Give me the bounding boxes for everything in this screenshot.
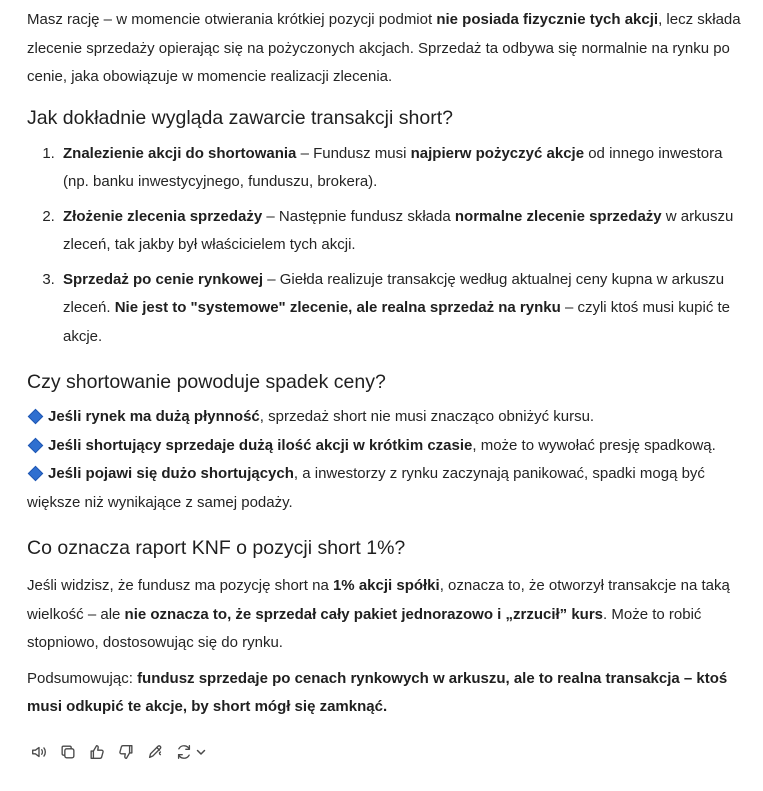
- intro-text-2: , lecz składa zlecenie sprzedaży opierając się na pożyczonych akcjach. Sprzedaż ta odbywa się normalnie na rynku po cenie, jaka obowiązuje w momencie realizacji zlecenia.: [27, 11, 741, 85]
- blue-diamond-icon: [28, 409, 44, 425]
- list-item: [27, 432, 745, 461]
- knf-bold: nie oznacza to, że sprzedał cały pakiet jednorazowo i „zrzucił” kurs: [124, 605, 604, 623]
- edit-icon[interactable]: [145, 742, 165, 762]
- bullet-text: , może to wywołać presję spadkową.: [472, 436, 716, 454]
- step-title: Znalezienie akcji do shortowania: [63, 144, 297, 162]
- summary-text: Podsumowując:: [27, 669, 138, 687]
- knf-bold: 1% akcji spółki: [332, 577, 440, 594]
- step-item-1: [59, 140, 745, 197]
- step-text: – Fundusz musi: [296, 144, 411, 162]
- step-text: – Giełda realizuje transakcję według aktualnej ceny kupna w arkuszu zleceń.: [63, 270, 725, 316]
- section2-heading: Czy shortowanie powoduje spadek ceny?: [27, 371, 386, 393]
- bullet-bold: Jeśli pojawi się dużo shortujących: [48, 465, 294, 482]
- chevron-down-icon[interactable]: [195, 742, 207, 762]
- list-item: [27, 460, 745, 517]
- step-text: w arkuszu zleceń, tak jakby był właścicielem tych akcji.: [63, 207, 734, 253]
- bullet-bold: Jeśli shortujący sprzedaje dużą ilość akcji w krótkim czasie: [48, 436, 473, 454]
- bullet-bold: Jeśli rynek ma dużą płynność: [48, 408, 260, 425]
- summary-paragraph: [27, 665, 745, 722]
- step-item-2: [59, 203, 745, 260]
- message-actions-toolbar: [29, 742, 745, 762]
- read-aloud-icon[interactable]: [29, 742, 49, 762]
- knf-text: . Może to robić stopniowo, dostosowując się do rynku.: [27, 605, 702, 651]
- section1-heading: Jak dokładnie wygląda zawarcie transakcji short?: [27, 106, 453, 129]
- step-text: – Następnie fundusz składa: [262, 207, 455, 225]
- bullet-text: , a inwestorzy z rynku zaczynają panikować, spadki mogą być większe niż wynikające z samej podaży.: [27, 465, 705, 511]
- regenerate-icon[interactable]: [174, 742, 194, 762]
- step-emphasis: normalne zlecenie sprzedaży: [454, 207, 662, 225]
- knf-text: Jeśli widzisz, że fundusz ma pozycję short na: [27, 577, 333, 594]
- intro-bold-1: nie posiada fizycznie tych akcji: [436, 11, 659, 28]
- blue-diamond-icon: [28, 466, 44, 482]
- intro-text-1: Masz rację – w momencie otwierania krótkiej pozycji podmiot: [27, 11, 437, 28]
- knf-text: , oznacza to, że otworzył transakcje na taką wielkość – ale: [27, 577, 730, 623]
- intro-paragraph: [27, 6, 745, 92]
- bullet-text: , sprzedaż short nie musi znacząco obniżyć kursu.: [259, 408, 595, 425]
- blue-diamond-icon: [28, 437, 44, 453]
- step-item-3: [59, 266, 745, 352]
- knf-paragraph: [27, 572, 745, 658]
- step-text: – czyli ktoś musi kupić te akcje.: [63, 299, 730, 345]
- list-item: [27, 403, 745, 432]
- step-emphasis: Nie jest to "systemowe" zlecenie, ale realna sprzedaż na rynku: [114, 299, 561, 316]
- section3-heading: Co oznacza raport KNF o pozycji short 1%?: [27, 537, 406, 559]
- diamond-bullet-list: [27, 403, 745, 517]
- step-emphasis: najpierw pożyczyć akcje: [410, 144, 585, 162]
- thumbs-down-icon[interactable]: [116, 742, 136, 762]
- steps-list: [27, 140, 745, 352]
- step-text: od innego inwestora (np. banku inwestycyjnego, funduszu, brokera).: [63, 144, 723, 190]
- copy-icon[interactable]: [58, 742, 78, 762]
- summary-bold: fundusz sprzedaje po cenach rynkowych w arkuszu, ale to realna transakcja – ktoś musi odkupić te akcje, by short mógł się zamknąć.: [27, 669, 728, 715]
- step-title: Złożenie zlecenia sprzedaży: [63, 207, 263, 225]
- thumbs-up-icon[interactable]: [87, 742, 107, 762]
- step-title: Sprzedaż po cenie rynkowej: [63, 270, 264, 288]
